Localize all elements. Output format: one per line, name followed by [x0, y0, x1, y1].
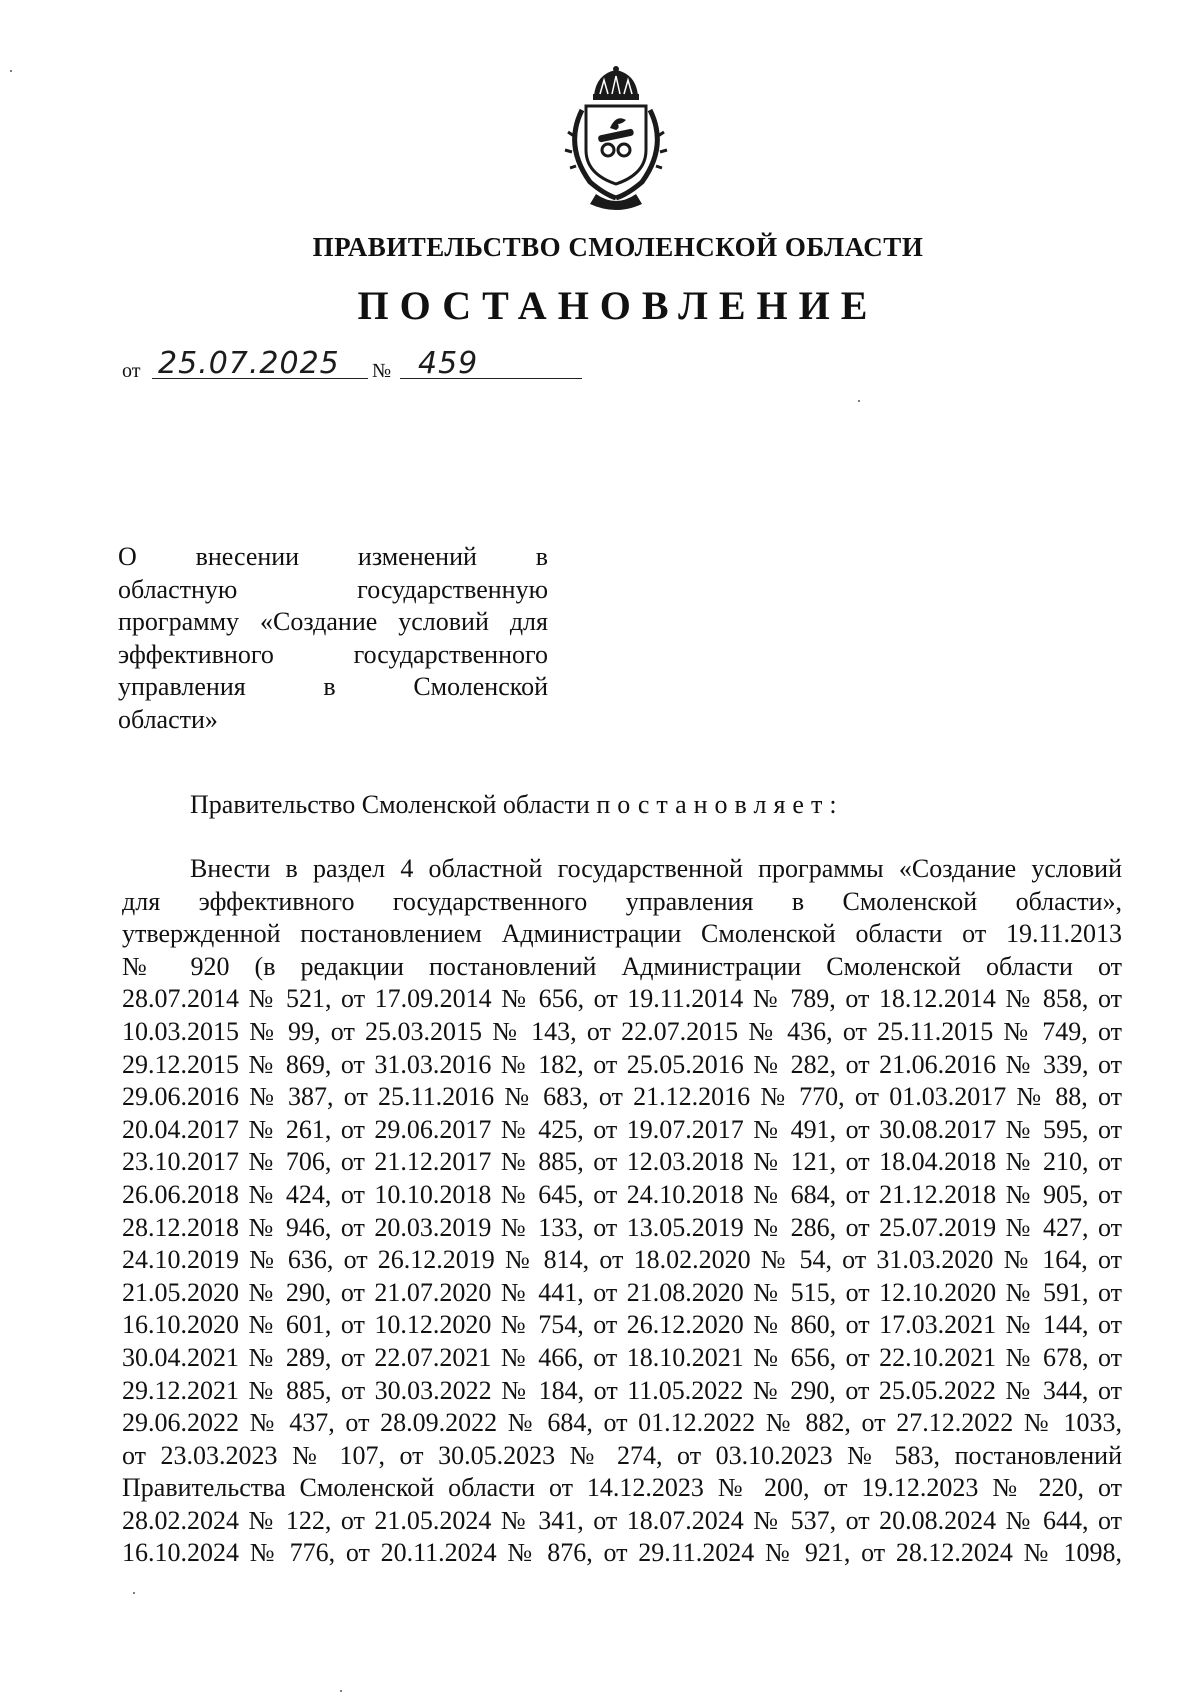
date-number-line — [122, 346, 582, 382]
subject-line: области» — [118, 704, 218, 734]
body-line: Правительства Смоленской области от 14.12.2023 № 200, от 19.12.2023 № 220, от — [122, 1473, 1122, 1503]
scan-speck — [10, 70, 12, 72]
body-paragraph — [122, 853, 1122, 1570]
body-line: от 23.03.2023 № 107, от 30.05.2023 № 274, от 03.10.2023 № 583, постановлений — [122, 1440, 1122, 1470]
document-date: 25.07.2025 — [158, 346, 340, 381]
subject-line: эффективного государственного — [118, 639, 548, 669]
subject-line: управления в Смоленской — [118, 672, 548, 702]
body-line: 26.06.2018 № 424, от 10.10.2018 № 645, от 24.10.2018 № 684, от 21.12.2018 № 905, от — [122, 1179, 1122, 1209]
body-line: 24.10.2019 № 636, от 26.12.2019 № 814, от 18.02.2020 № 54, от 31.03.2020 № 164, от — [122, 1245, 1122, 1275]
body-line: 23.10.2017 № 706, от 21.12.2017 № 885, от 12.03.2018 № 121, от 18.04.2018 № 210, от — [122, 1147, 1122, 1177]
body-line: 29.06.2022 № 437, от 28.09.2022 № 684, от 01.12.2022 № 882, от 27.12.2022 № 1033, — [122, 1408, 1122, 1438]
body-line: утвержденной постановлением Администрации Смоленской области от 19.11.2013 — [122, 919, 1122, 949]
subject-line: областную государственную — [118, 574, 548, 604]
document-number: 459 — [418, 346, 479, 381]
scan-speck — [858, 400, 860, 402]
body-line: 10.03.2015 № 99, от 25.03.2015 № 143, от 22.07.2015 № 436, от 25.11.2015 № 749, от — [122, 1016, 1122, 1046]
body-line: 28.02.2024 № 122, от 21.05.2024 № 341, от 18.07.2024 № 537, от 20.08.2024 № 644, от — [122, 1505, 1122, 1535]
subject-line: программу «Создание условий для — [118, 607, 548, 637]
document-subject — [118, 541, 548, 737]
subject-line: О внесении изменений в — [118, 542, 548, 571]
number-prefix: № — [372, 360, 392, 382]
scan-speck — [133, 1592, 135, 1594]
body-line: для эффективного государственного управления в Смоленской области», — [122, 886, 1122, 916]
body-line: 28.07.2014 № 521, от 17.09.2014 № 656, от 19.11.2014 № 789, от 18.12.2014 № 858, от — [122, 984, 1122, 1014]
body-line: 16.10.2020 № 601, от 10.12.2020 № 754, от 26.12.2020 № 860, от 17.03.2021 № 144, от — [122, 1310, 1122, 1340]
body-line: 29.06.2016 № 387, от 25.11.2016 № 683, от 21.12.2016 № 770, от 01.03.2017 № 88, от — [122, 1082, 1122, 1112]
decree-statement — [190, 790, 844, 820]
date-prefix: от — [122, 360, 141, 382]
body-line: 28.12.2018 № 946, от 20.03.2019 № 133, от 13.05.2019 № 286, от 25.07.2019 № 427, от — [122, 1212, 1122, 1242]
body-line: 29.12.2015 № 869, от 31.03.2016 № 182, от 25.05.2016 № 282, от 21.06.2016 № 339, от — [122, 1049, 1122, 1079]
body-line: 20.04.2017 № 261, от 29.06.2017 № 425, от 19.07.2017 № 491, от 30.08.2017 № 595, от — [122, 1114, 1122, 1144]
decree-lead: Правительство Смоленской области — [190, 790, 590, 819]
body-line: 29.12.2021 № 885, от 30.03.2022 № 184, от 11.05.2022 № 290, от 25.05.2022 № 344, от — [122, 1375, 1122, 1405]
coat-of-arms-emblem — [560, 66, 672, 210]
government-title: ПРАВИТЕЛЬСТВО СМОЛЕНСКОЙ ОБЛАСТИ — [312, 232, 924, 262]
scan-speck — [340, 1690, 342, 1692]
document-type: ПОСТАНОВЛЕНИЕ — [357, 283, 879, 328]
body-line: № 920 (в редакции постановлений Администрации Смоленской области от — [122, 951, 1122, 981]
body-line: 16.10.2024 № 776, от 20.11.2024 № 876, от 29.11.2024 № 921, от 28.12.2024 № 1098, — [122, 1538, 1122, 1568]
body-line: 30.04.2021 № 289, от 22.07.2021 № 466, от 18.10.2021 № 656, от 22.10.2021 № 678, от — [122, 1342, 1122, 1372]
body-line: Внести в раздел 4 областной государственной программы «Создание условий — [190, 854, 1122, 883]
body-line: 21.05.2020 № 290, от 21.07.2020 № 441, от 21.08.2020 № 515, от 12.10.2020 № 591, от — [122, 1277, 1122, 1307]
decree-verb: постановляет: — [596, 790, 844, 819]
